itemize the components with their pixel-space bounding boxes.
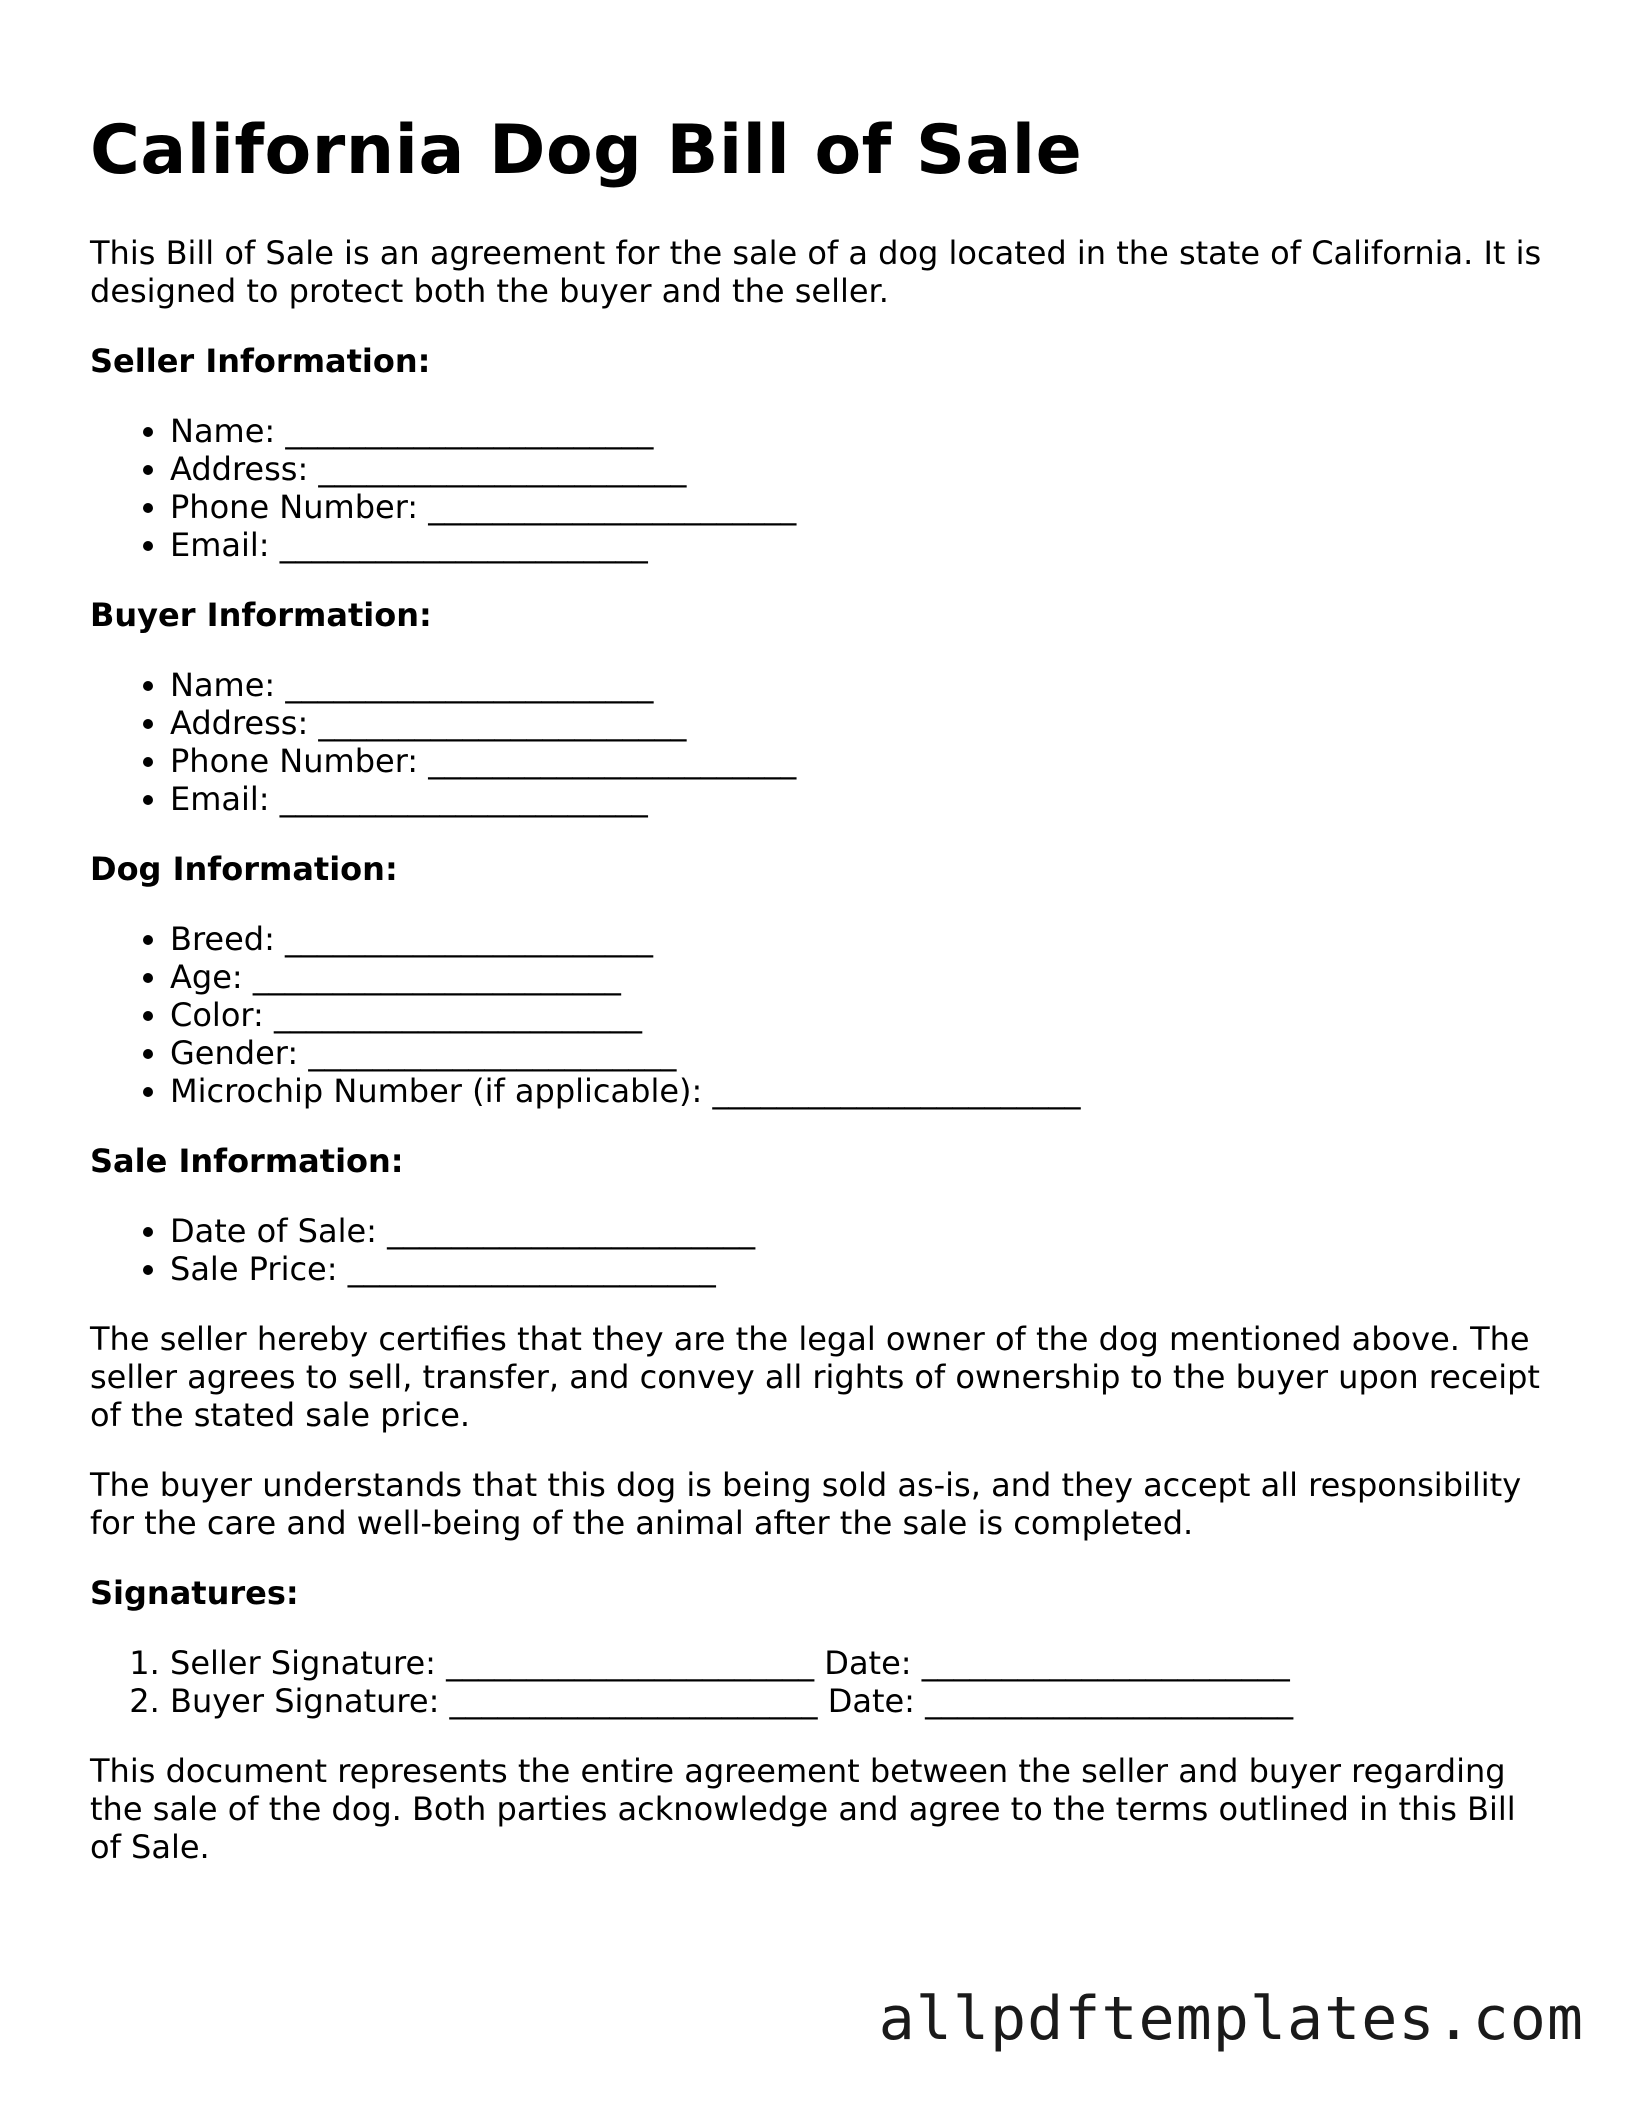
seller-email-field: • Email: _______________________ (170, 526, 1550, 564)
buyer-address-field: • Address: _______________________ (170, 704, 1550, 742)
intro-paragraph: This Bill of Sale is an agreement for the sale of a dog located in the state of California. It is designed to protect both the buyer and the seller. (90, 234, 1542, 310)
buyer-name-field: • Name: _______________________ (170, 666, 1550, 704)
dog-color-field: • Color: _______________________ (170, 996, 1550, 1034)
sale-list (90, 1212, 1550, 1288)
buyer-signature-line: 2. Buyer Signature: _______________________ Date: _______________________ (170, 1682, 1550, 1720)
seller-name-field: • Name: _______________________ (170, 412, 1550, 450)
dog-breed-field: • Breed: _______________________ (170, 920, 1550, 958)
buyer-email-field: • Email: _______________________ (170, 780, 1550, 818)
watermark-text: allpdftemplates.com (878, 1984, 1584, 2054)
dog-heading: Dog Information: (90, 850, 398, 888)
sale-price-field: • Sale Price: _______________________ (170, 1250, 1550, 1288)
signatures-heading: Signatures: (90, 1574, 299, 1612)
document-title: California Dog Bill of Sale (90, 111, 1083, 190)
seller-signature-line: 1. Seller Signature: _______________________ Date: _______________________ (170, 1644, 1550, 1682)
sale-heading: Sale Information: (90, 1142, 404, 1180)
seller-phone-field: • Phone Number: _______________________ (170, 488, 1550, 526)
dog-age-field: • Age: _______________________ (170, 958, 1550, 996)
seller-address-field: • Address: _______________________ (170, 450, 1550, 488)
dog-microchip-field: • Microchip Number (if applicable): _______________________ (170, 1072, 1550, 1110)
buyer-heading: Buyer Information: (90, 596, 432, 634)
certification-paragraph: The seller hereby certifies that they are the legal owner of the dog mentioned above. The seller agrees to sell, transfer, and convey all rights of ownership to the buyer upon receipt of the stated sale price. (90, 1320, 1540, 1434)
dog-list (90, 920, 1550, 1110)
sale-date-field: • Date of Sale: _______________________ (170, 1212, 1550, 1250)
closing-paragraph: This document represents the entire agreement between the seller and buyer regarding the sale of the dog. Both parties acknowledge and agree to the terms outlined in this Bill of Sale. (90, 1752, 1516, 1866)
document-page (90, 110, 1550, 1898)
buyer-list (90, 666, 1550, 818)
buyer-phone-field: • Phone Number: _______________________ (170, 742, 1550, 780)
dog-gender-field: • Gender: _______________________ (170, 1034, 1550, 1072)
seller-list (90, 412, 1550, 564)
signatures-list (90, 1644, 1550, 1720)
seller-heading: Seller Information: (90, 342, 431, 380)
as-is-paragraph: The buyer understands that this dog is being sold as-is, and they accept all responsibility for the care and well-being of the animal after the sale is completed. (90, 1466, 1522, 1542)
